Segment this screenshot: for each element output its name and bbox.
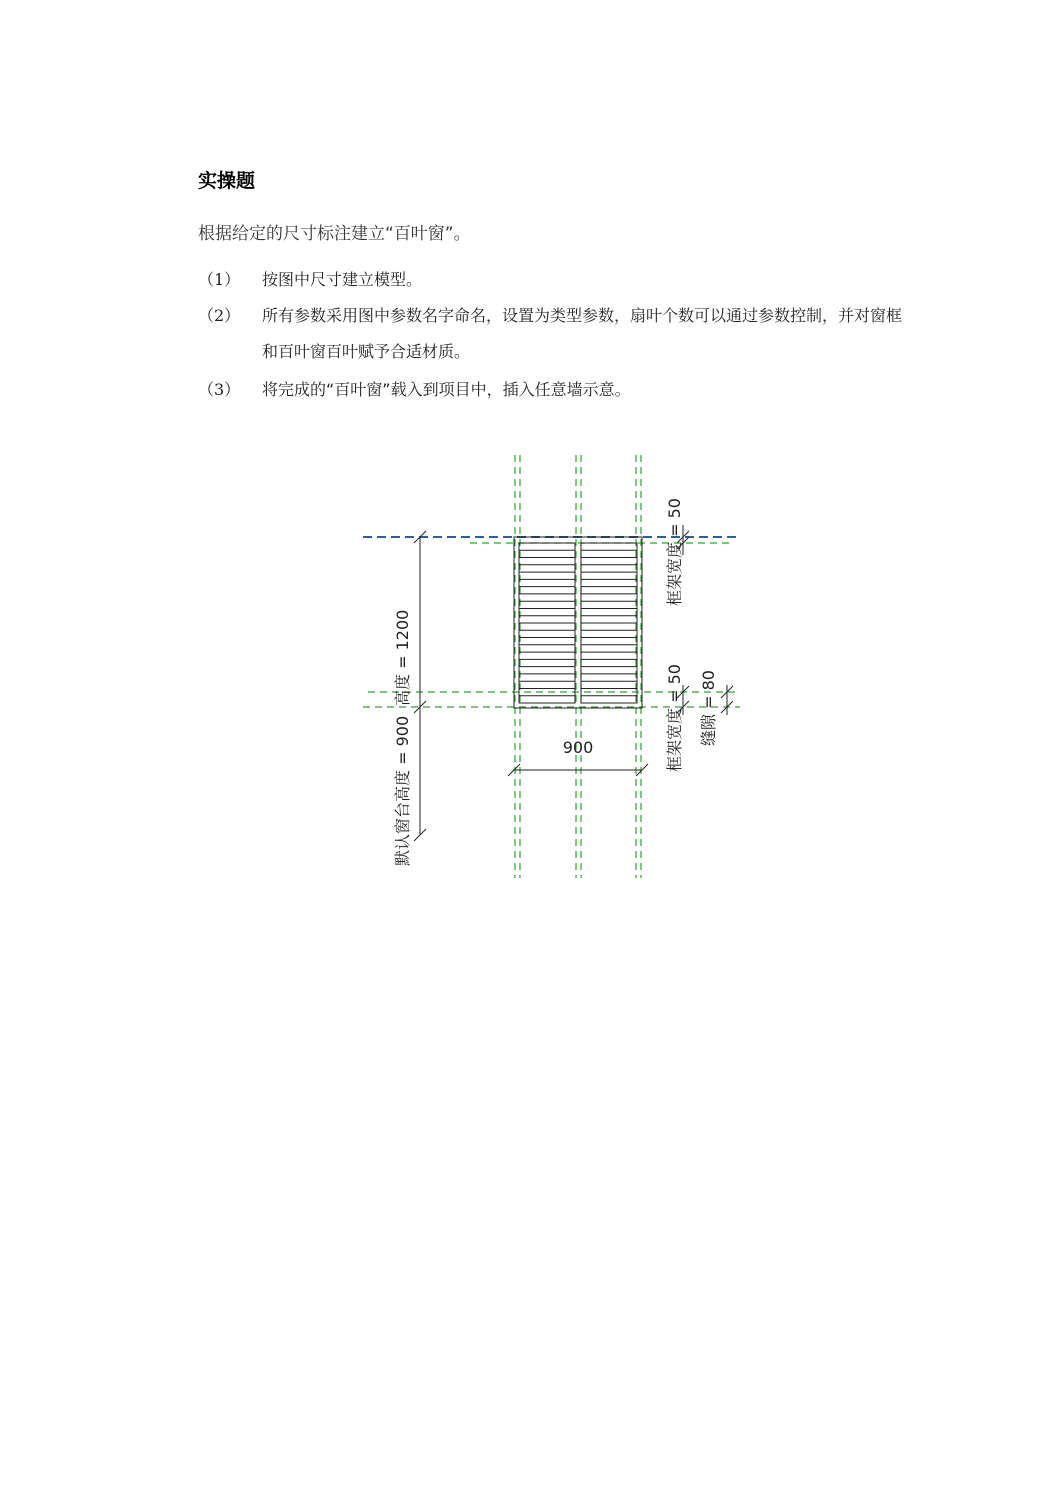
width-dimension xyxy=(508,764,648,776)
item-text: 将完成的“百叶窗”载入到项目中，插入任意墙示意。 xyxy=(262,380,631,399)
width-dimension-label: 900 xyxy=(562,738,594,757)
exercise-title: 实操题 xyxy=(198,170,256,192)
gap-dimension-label: 缝隙 = 80 xyxy=(699,670,718,746)
item-text: 按图中尺寸建立模型。 xyxy=(262,270,423,289)
height-dimension-lines xyxy=(414,531,426,841)
item-number: （3） xyxy=(198,380,241,399)
item-text: 所有参数采用图中参数名字命名，设置为类型参数，扇叶个数可以通过参数控制，并对窗框和百叶窗百叶赋予合适材质。 xyxy=(262,306,903,361)
frame-width-top-label: 框架宽度 = 50 xyxy=(665,498,684,606)
height-dimension-label: 高度 = 1200 xyxy=(393,609,412,706)
item-number: （2） xyxy=(198,306,241,325)
exercise-intro: 根据给定的尺寸标注建立“百叶窗”。 xyxy=(198,224,471,244)
sill-height-dimension-label: 默认窗台高度 = 900 xyxy=(393,715,412,866)
item-number: （1） xyxy=(198,270,241,289)
louver-blades xyxy=(519,550,637,695)
gap-dimension xyxy=(721,685,733,715)
frame-width-bottom-label: 框架宽度 = 50 xyxy=(665,664,684,772)
